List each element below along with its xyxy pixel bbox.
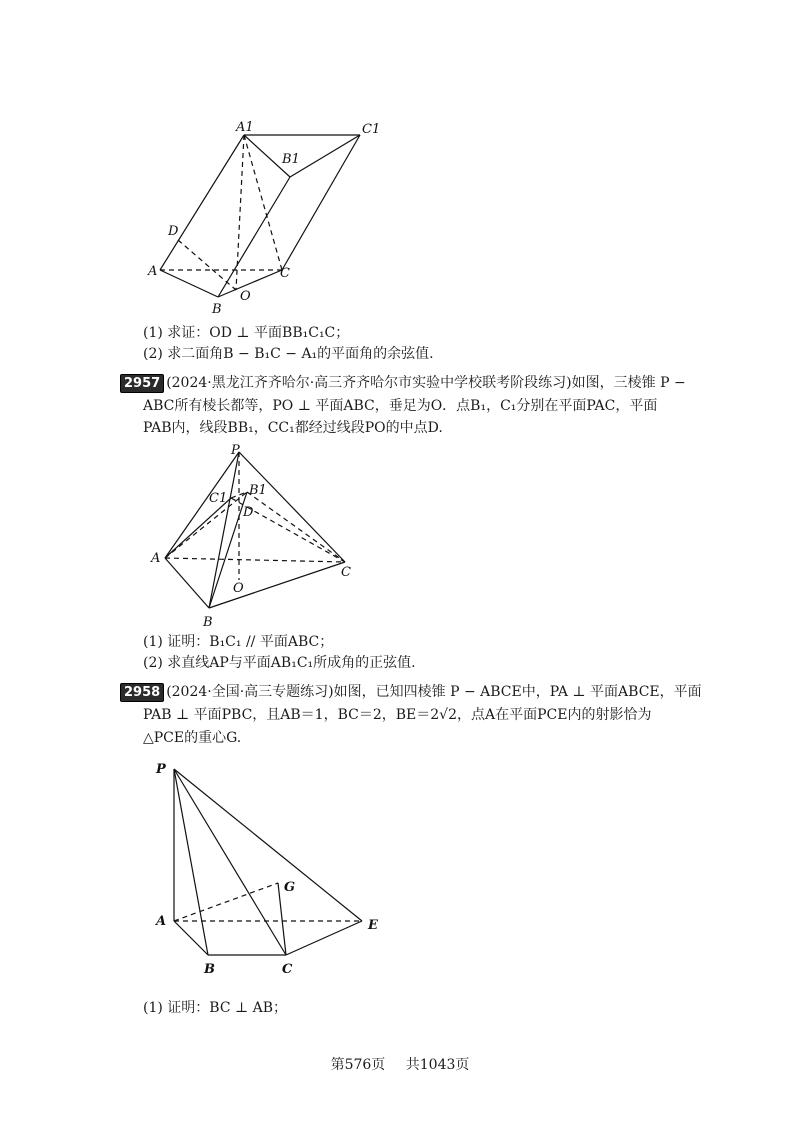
p2957-q1: (1) 证明：B₁C₁ // 平面ABC； <box>143 634 334 650</box>
p2957-text1: (2024·黑龙江齐齐哈尔·高三齐齐哈尔市实验中学校联考阶段练习)如图，三棱锥 P − <box>166 375 686 391</box>
p2958-q1: (1) 证明：BC ⊥ AB； <box>143 1000 288 1016</box>
label-b: B <box>212 302 222 317</box>
label-a: A <box>156 914 167 929</box>
figure-tetrahedron <box>145 440 365 630</box>
p2958-line3: △PCE的重心G. <box>143 730 242 746</box>
label-c: C <box>280 266 290 281</box>
page-number: 第576页 <box>330 1057 386 1073</box>
label-e: E <box>368 918 378 933</box>
label-b: B <box>204 962 215 977</box>
p2956-q1: (1) 求证：OD ⊥ 平面BB₁C₁C； <box>143 325 350 341</box>
label-d: D <box>168 224 179 239</box>
label-c: C <box>282 962 293 977</box>
p2956-q2: (2) 求二面角B − B₁C − A₁的平面角的余弦值. <box>143 346 434 362</box>
label-c: C <box>341 565 351 580</box>
label-g: G <box>284 880 296 895</box>
label-a1: A1 <box>236 120 254 135</box>
p2958-line1 <box>120 682 702 702</box>
page-footer <box>0 1054 800 1074</box>
label-o: O <box>233 581 244 596</box>
label-p: P <box>231 443 240 458</box>
problem-number-badge: 2958 <box>120 683 164 702</box>
problem-number-badge: 2957 <box>120 374 164 393</box>
label-b1: B1 <box>282 152 300 167</box>
p2957-line2: ABC所有棱长都等，PO ⊥ 平面ABC，垂足为O．点B₁，C₁分别在平面PAC，平面 <box>143 398 658 414</box>
label-o: O <box>240 289 251 304</box>
total-pages: 共1043页 <box>405 1057 470 1073</box>
label-b: B <box>203 615 213 630</box>
figure-prism <box>140 115 390 320</box>
label-p: P <box>156 762 166 777</box>
label-c1: C1 <box>209 491 228 506</box>
p2957-line1 <box>120 373 686 393</box>
p2958-line2: PAB ⊥ 平面PBC，且AB＝1，BC＝2，BE＝2√2，点A在平面PCE内的射影恰为 <box>143 707 652 723</box>
label-a: A <box>151 551 161 566</box>
p2957-line3: PAB内，线段BB₁，CC₁都经过线段PO的中点D. <box>143 420 443 436</box>
p2958-text1: (2024·全国·高三专题练习)如图，已知四棱锥 P − ABCE中，PA ⊥ 平面ABCE，平面 <box>166 684 702 700</box>
label-c1: C1 <box>362 122 381 137</box>
p2957-q2: (2) 求直线AP与平面AB₁C₁所成角的正弦值. <box>143 655 416 671</box>
label-b1: B1 <box>249 483 267 498</box>
figure-pyramid <box>150 755 390 980</box>
label-a: A <box>148 264 158 279</box>
label-d: D <box>243 505 254 520</box>
